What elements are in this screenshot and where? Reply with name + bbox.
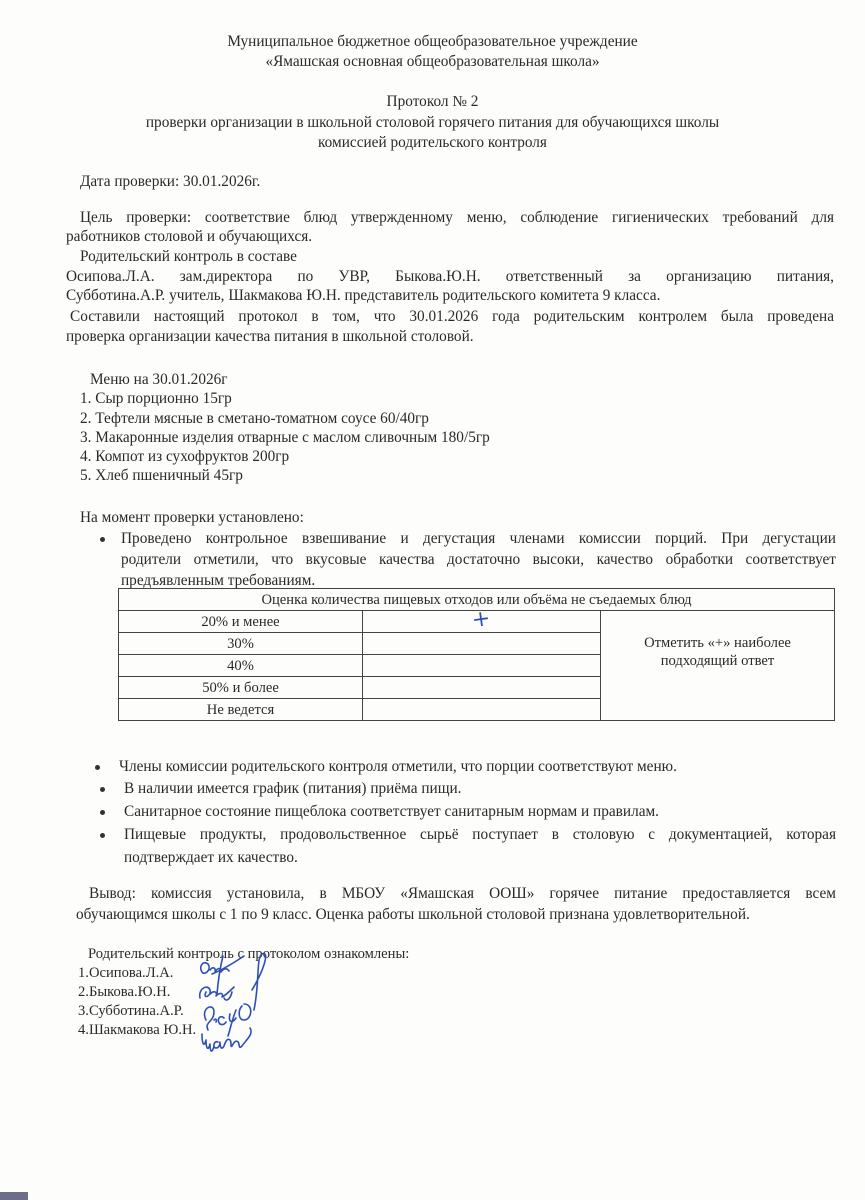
conclusion-line-2: обучающимся школы с 1 по 9 класс. Оценка работы школьной столовой признана удовлетворительной.	[76, 906, 750, 923]
waste-instruction	[601, 611, 835, 721]
waste-option: Не ведется	[119, 699, 363, 721]
protocol-subtitle-line-2: комиссией родительского контроля	[318, 134, 547, 151]
finding-5-line-2: подтверждает их качество.	[124, 849, 298, 866]
instruction-line-2: подходящий ответ	[660, 652, 775, 669]
waste-mark-cell[interactable]	[363, 633, 601, 655]
goal-line-2: работников столовой и обучающихся.	[66, 228, 313, 245]
waste-table-header: Оценка количества пищевых отходов или объёма не съедаемых блюд	[119, 589, 835, 611]
instruction-line-1: Отметить «+» наиболее	[644, 634, 791, 651]
menu-item: 5. Хлеб пшеничный 45гр	[80, 467, 243, 484]
finding-5-line-1: Пищевые продукты, продовольственное сырьё поступает в столовую с документацией, которая	[124, 826, 836, 843]
waste-option: 30%	[119, 633, 363, 655]
statement-line-2: проверка организации качества питания в школьной столовой.	[66, 328, 474, 345]
waste-mark-cell[interactable]	[363, 699, 601, 721]
finding-2: Члены комиссии родительского контроля отметили, что порции соответствуют меню.	[119, 758, 677, 775]
protocol-title: Протокол № 2	[386, 93, 479, 110]
waste-option: 20% и менее	[119, 611, 363, 633]
signatory-name: 4.Шакмакова Ю.Н.	[78, 1022, 197, 1038]
menu-item: 4. Компот из сухофруктов 200гр	[80, 448, 290, 465]
signatory-name: 1.Осипова.Л.А.	[78, 965, 174, 981]
signatory-name: 2.Быкова.Ю.Н.	[78, 984, 171, 1000]
protocol-subtitle-line-1: проверки организации в школьной столовой горячего питания для обучающихся школы	[145, 114, 720, 131]
findings-intro: На момент проверки установлено:	[80, 509, 304, 526]
signatory-name: 3.Субботина.А.Р.	[78, 1003, 184, 1019]
bullet-icon	[100, 537, 105, 542]
inspection-date: Дата проверки: 30.01.2026г.	[80, 173, 261, 190]
waste-mark-cell[interactable]	[363, 677, 601, 699]
bullet-icon	[100, 833, 105, 838]
finding-4: Санитарное состояние пищеблока соответствует санитарным нормам и правилам.	[124, 803, 660, 820]
bullet-icon	[100, 787, 105, 792]
bullet-icon	[100, 810, 105, 815]
composition-line-2: Субботина.А.Р. учитель, Шакмакова Ю.Н. представитель родительского комитета 9 класса.	[66, 287, 661, 304]
statement-line-1: Составили настоящий протокол в том, что 30.01.2026 года родительским контролем была проведена	[70, 308, 834, 325]
handwritten-signatures-icon	[190, 950, 310, 1060]
menu-item: 3. Макаронные изделия отварные с маслом сливочным 180/5гр	[80, 429, 490, 446]
finding-3: В наличии имеется график (питания) приёма пищи.	[124, 780, 462, 797]
conclusion-line-1: Вывод: комиссия установила, в МБОУ «Ямашская ООШ» горячее питание предоставляется всем	[89, 885, 836, 902]
finding-1-line-2: родители отметили, что вкусовые качества достаточно высоки, качество обработки соответствует	[121, 551, 836, 568]
menu-item: 2. Тефтели мясные в сметано-томатном соусе 60/40гр	[80, 410, 429, 427]
menu-item: 1. Сыр порционно 15гр	[80, 390, 232, 407]
institution-line-2: «Ямашская основная общеобразовательная школа»	[265, 53, 600, 70]
waste-mark-cell[interactable]	[363, 655, 601, 677]
signatures-title: Родительский контроль с протоколом ознакомлены:	[88, 946, 410, 962]
composition-line-1: Осипова.Л.А. зам.директора по УВР, Быкова.Ю.Н. ответственный за организацию питания,	[66, 268, 834, 285]
composition-label: Родительский контроль в составе	[80, 248, 297, 265]
waste-option: 40%	[119, 655, 363, 677]
waste-mark-cell[interactable]	[363, 605, 601, 633]
finding-1-line-3: предъявленным требованиям.	[121, 572, 316, 589]
waste-assessment-table	[118, 588, 835, 721]
waste-option: 50% и более	[119, 677, 363, 699]
menu-title: Меню на 30.01.2026г	[90, 371, 228, 388]
institution-line-1: Муниципальное бюджетное общеобразовательное учреждение	[227, 33, 638, 50]
scan-edge-artifact	[0, 1192, 28, 1200]
goal-line-1: Цель проверки: соответствие блюд утвержденному меню, соблюдение гигиенических требований для	[80, 209, 834, 226]
finding-1-line-1: Проведено контрольное взвешивание и дегустация членами комиссии порций. При дегустации	[121, 530, 836, 547]
bullet-icon	[95, 765, 100, 770]
handwritten-plus-mark: +	[470, 605, 493, 633]
